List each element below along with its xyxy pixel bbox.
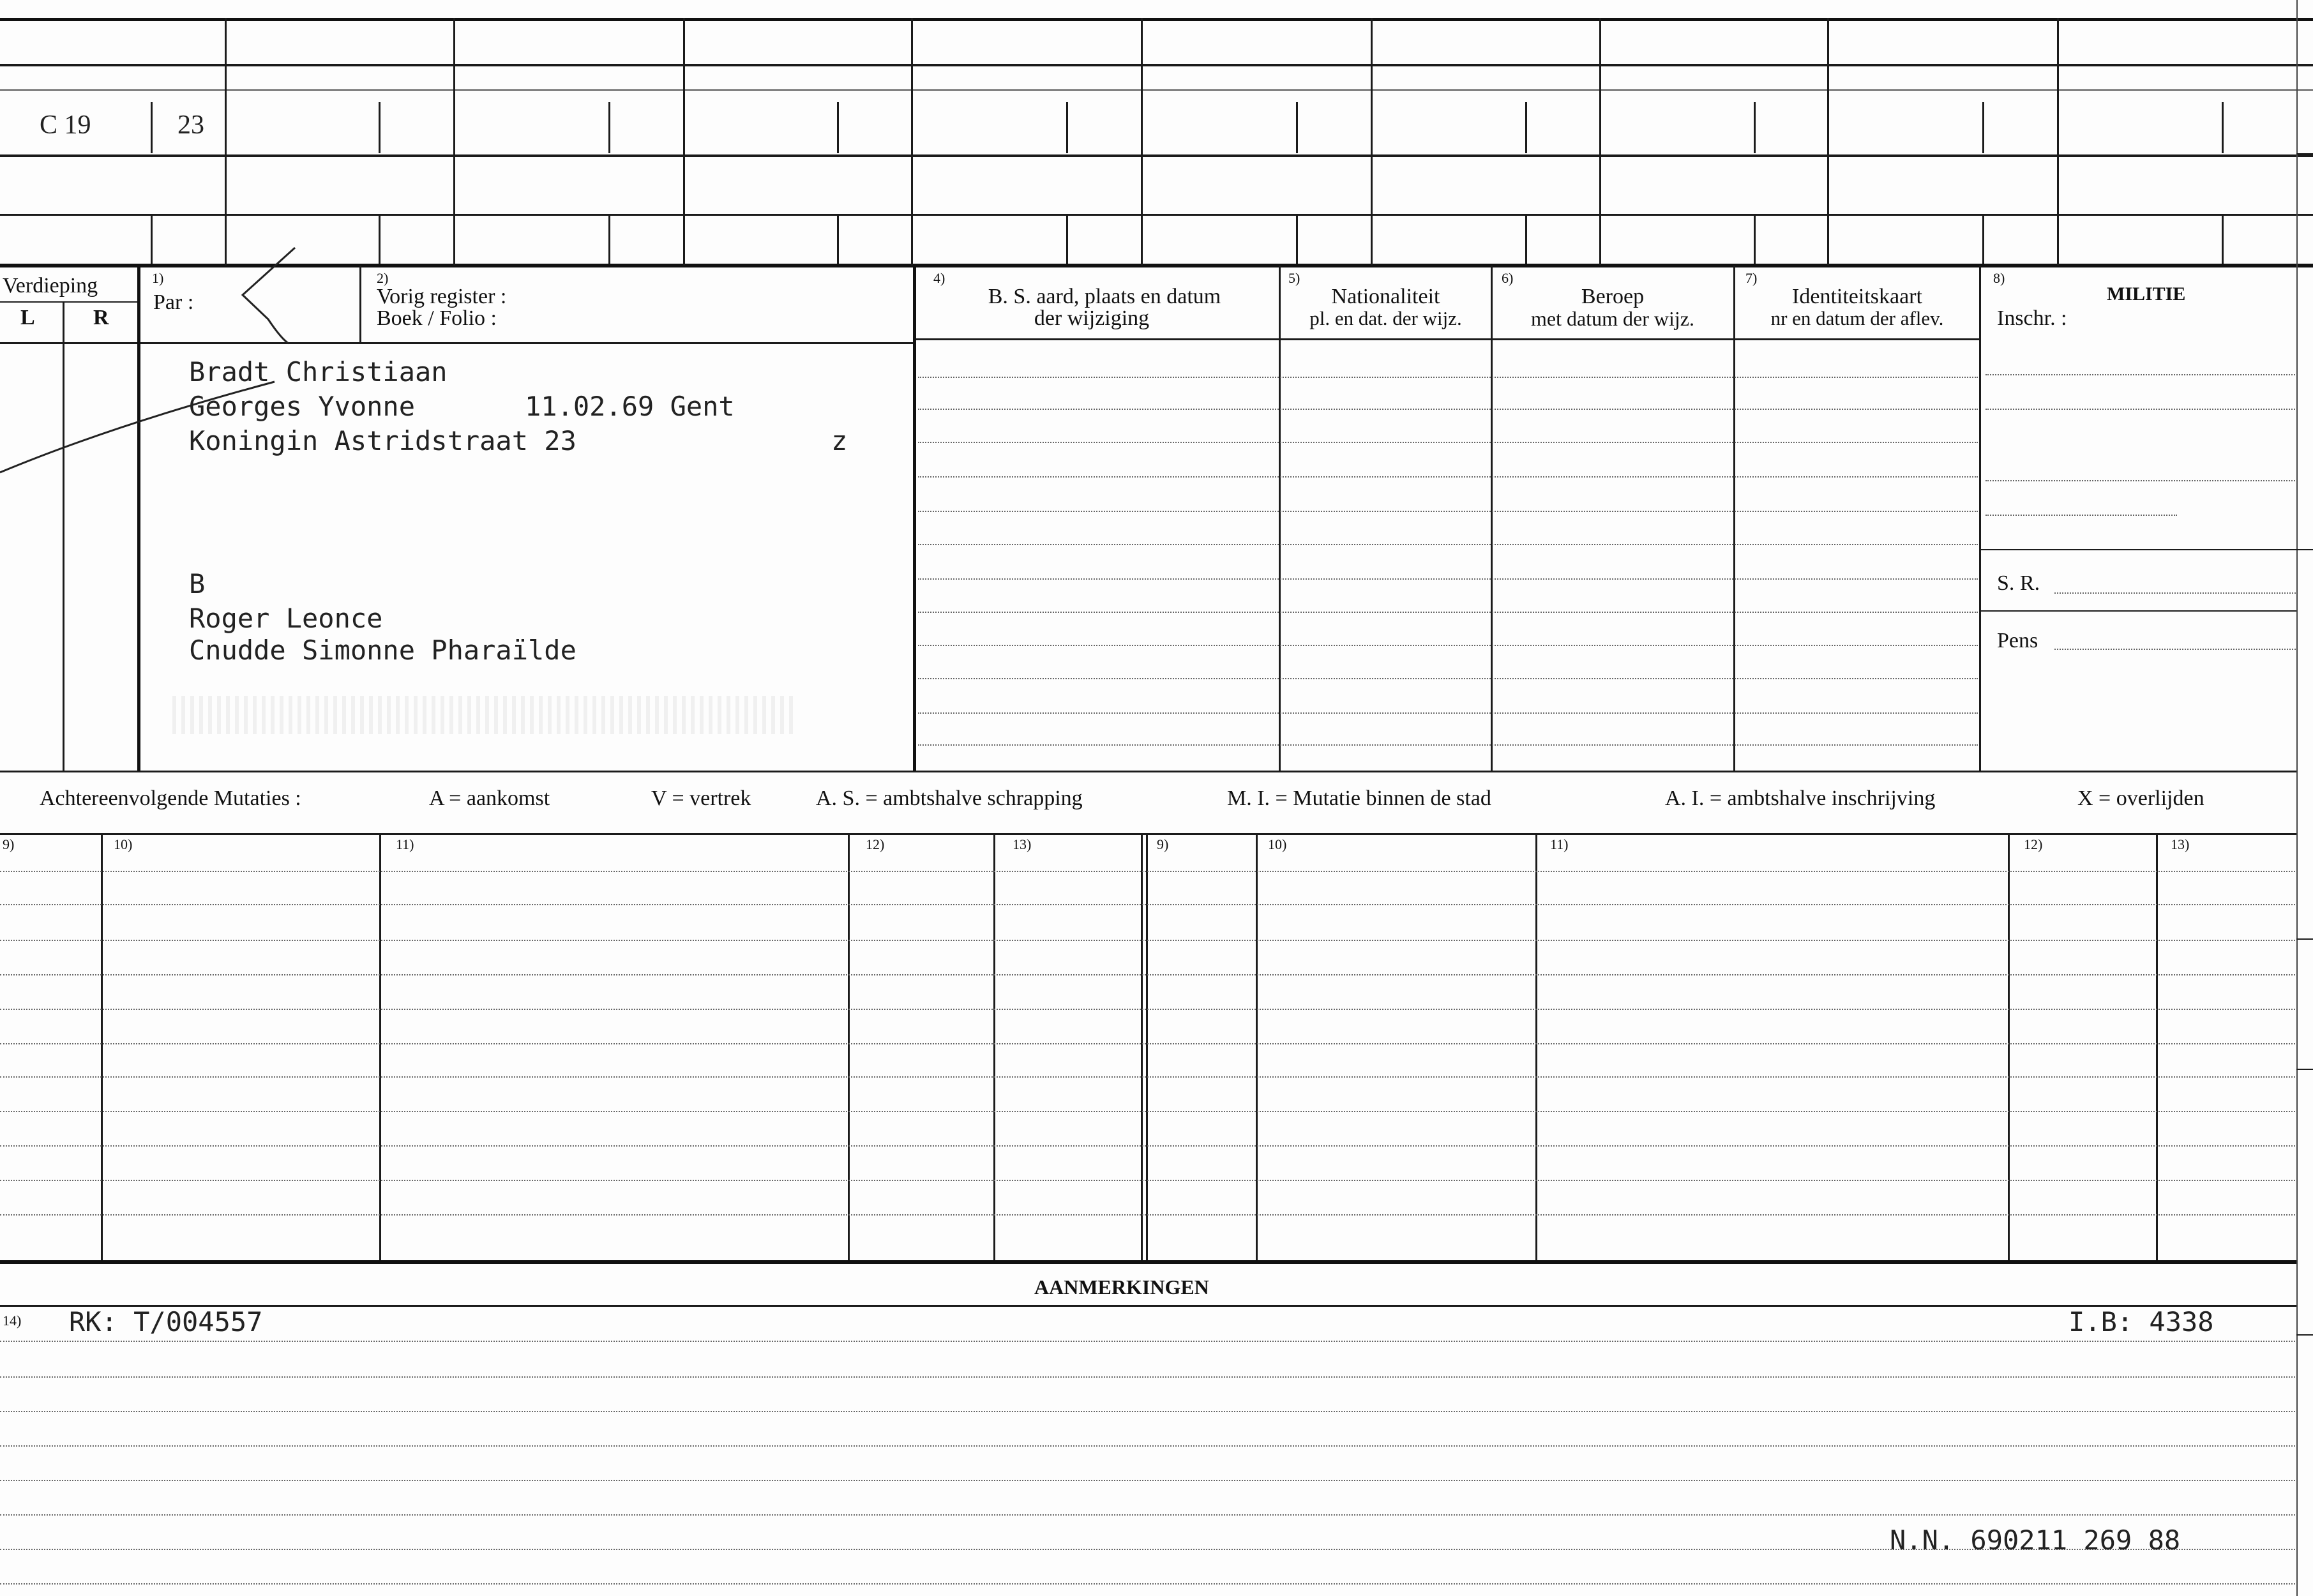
field-number: 14) [3, 1313, 22, 1329]
col-number: 13) [2171, 836, 2190, 852]
col-number: 12) [2024, 836, 2043, 852]
house-number: 23 [177, 110, 204, 140]
beroep-label-2: met datum der wijz. [1531, 307, 1694, 330]
col-l-label: L [20, 306, 35, 329]
sr-label: S. R. [1997, 571, 2040, 595]
nationaliteit-label-2: pl. en dat. der wijz. [1309, 307, 1462, 329]
father-name: Roger Leonce [189, 603, 383, 634]
bs-label-1: B. S. aard, plaats en datum [988, 285, 1221, 308]
field-number: 6) [1502, 270, 1514, 286]
field-number: 7) [1745, 270, 1758, 286]
identiteitskaart-label-1: Identiteitskaart [1792, 285, 1922, 308]
boek-folio-label: Boek / Folio : [377, 306, 497, 330]
col-number: 12) [866, 836, 885, 852]
address: Koningin Astridstraat 23 [189, 425, 576, 456]
vorig-register-label: Vorig register : [377, 285, 507, 308]
mark-z: z [831, 425, 848, 456]
aanmerkingen-title: AANMERKINGEN [1034, 1276, 1209, 1299]
col-number: 13) [1013, 836, 1032, 852]
col-number: 9) [3, 836, 15, 852]
field-number: 2) [377, 270, 389, 286]
mark-b: B [189, 568, 206, 599]
field-number: 1) [152, 270, 164, 286]
section-code: C 19 [40, 110, 91, 140]
col-number: 10) [114, 836, 133, 852]
inschr-label: Inschr. : [1997, 306, 2067, 330]
birth-date-place: 11.02.69 Gent [525, 391, 735, 422]
verdieping-label: Verdieping [3, 274, 98, 297]
legend-ambtshalve-inschrijving: A. I. = ambtshalve inschrijving [1665, 787, 1936, 810]
col-number: 11) [1550, 836, 1569, 852]
legend-aankomst: A = aankomst [429, 787, 550, 810]
legend-overlijden: X = overlijden [2077, 787, 2204, 810]
beroep-label-1: Beroep [1581, 285, 1645, 308]
militie-label: MILITIE [2107, 283, 2186, 305]
field-number: 5) [1288, 270, 1300, 286]
ib-number: I.B: 4338 [2068, 1306, 2214, 1337]
pens-label: Pens [1997, 629, 2038, 652]
col-number: 9) [1157, 836, 1169, 852]
mutaties-title: Achtereenvolgende Mutaties : [40, 787, 301, 810]
par-label: Par : [153, 290, 194, 314]
col-number: 11) [396, 836, 414, 852]
legend-ambtshalve-schrapping: A. S. = ambtshalve schrapping [816, 787, 1083, 810]
mother-name: Cnudde Simonne Pharaïlde [189, 635, 576, 666]
col-r-label: R [93, 306, 109, 329]
person-name: Bradt Christiaan [189, 356, 448, 388]
national-number: N.N. 690211 269 88 [1890, 1524, 2181, 1556]
col-number: 10) [1268, 836, 1287, 852]
partner-name: Georges Yvonne [189, 391, 416, 422]
field-number: 8) [1993, 270, 2005, 286]
field-number: 4) [933, 270, 946, 286]
identiteitskaart-label-2: nr en datum der aflev. [1770, 307, 1944, 329]
bs-label-2: der wijziging [1034, 306, 1150, 330]
pen-stroke [0, 243, 447, 485]
legend-mutatie-binnen: M. I. = Mutatie binnen de stad [1227, 787, 1491, 810]
nationaliteit-label-1: Nationaliteit [1331, 285, 1440, 308]
smudge-area [172, 696, 798, 734]
rk-number: RK: T/004557 [69, 1306, 263, 1337]
legend-vertrek: V = vertrek [651, 787, 751, 810]
